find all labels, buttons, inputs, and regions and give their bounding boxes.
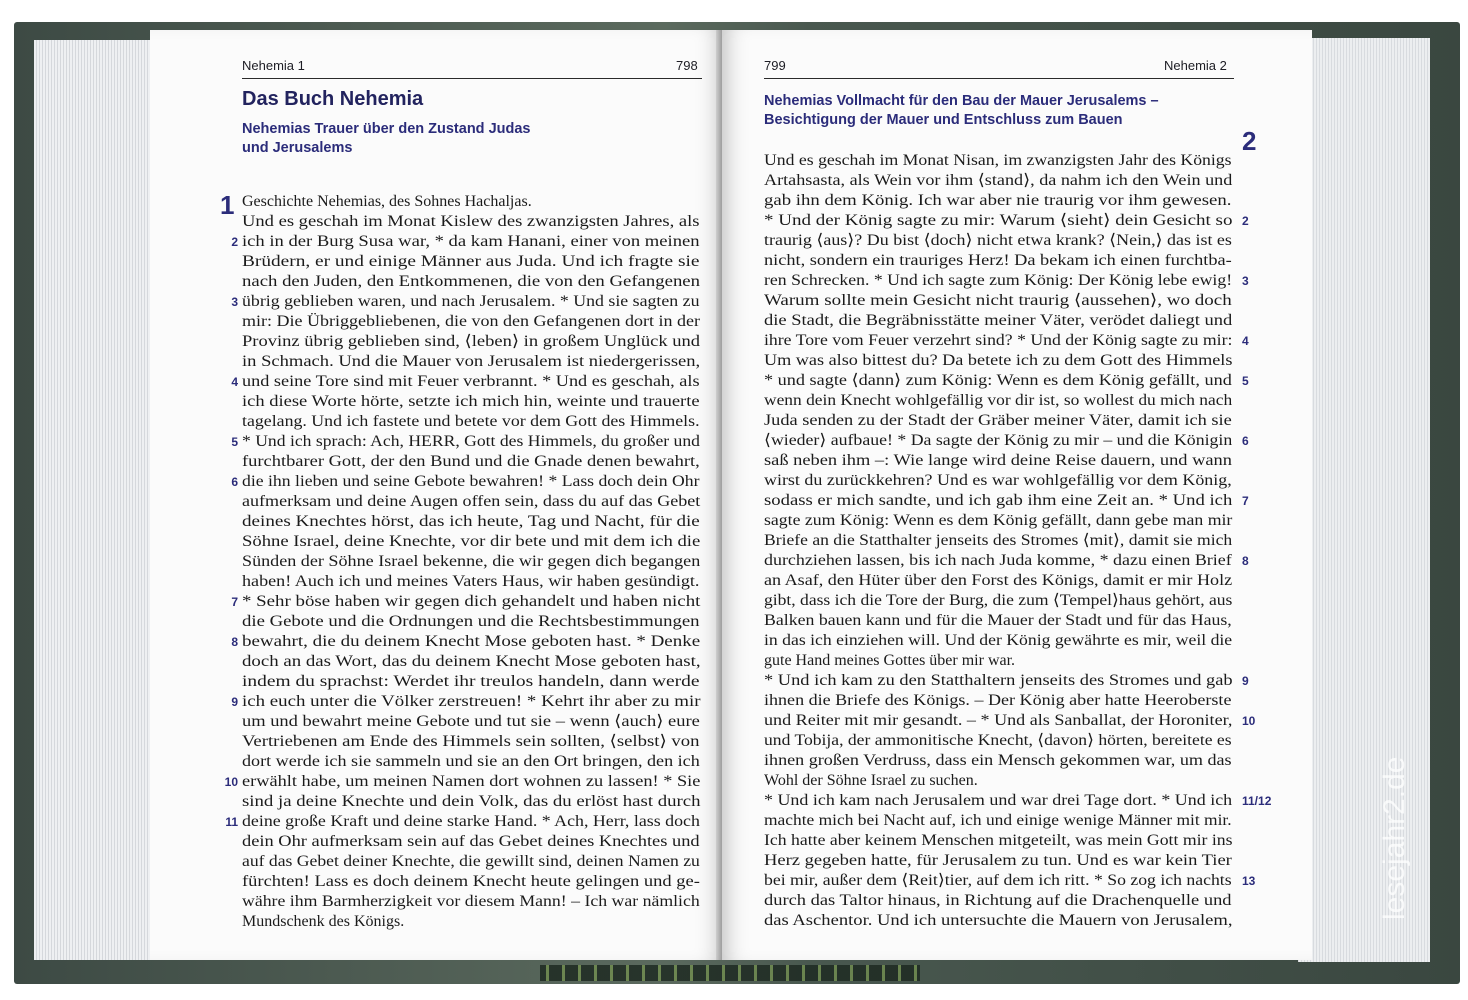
text-line: Söhne Israel, deine Knechte, vor dir bete und mit dem ich die (242, 533, 701, 550)
text-line: ren Schrecken. * Und ich sagte zum König: Der König lebe ewig! (764, 272, 1233, 289)
text-line: in Schmach. Und die Mauer von Jerusalem ist niedergerissen, (242, 353, 701, 370)
running-head-left: Nehemia 1 (242, 58, 305, 73)
text-line: Ich hatte aber keinem Menschen mitgeteilt, was mein Gott mir ins (764, 832, 1233, 849)
verse-number: 5 (231, 435, 238, 449)
text-line: die ihn lieben und seine Gebote bewahren! * Lass doch dein Ohr (242, 473, 700, 490)
verse-number: 4 (1242, 334, 1249, 348)
text-line: haben! Auch ich und meines Vaters Haus, wir haben gesündigt. (242, 573, 700, 590)
verse-number: 5 (1242, 374, 1249, 388)
cover-pattern-strip (540, 965, 920, 981)
text-line: Briefe an die Statthalter jenseits des Stromes ⟨mit⟩, damit sie mich (764, 532, 1233, 549)
text-line: dort werde ich sie sammeln und sie an den Ort bringen, den ich (242, 753, 700, 770)
verse-number: 2 (1242, 214, 1249, 228)
text-line: Und es geschah im Monat Nisan, im zwanzigsten Jahr des Königs (764, 152, 1232, 169)
text-line: Artahsasta, als Wein vor ihm ⟨stand⟩, da nahm ich den Wein und (764, 172, 1233, 189)
text-line: gute Hand meines Gottes über mir war. (764, 652, 1016, 669)
section-heading-line: Besichtigung der Mauer und Entschluss zum Bauen (764, 112, 1123, 128)
text-line: Um was also bittest du? Da betete ich zu dem Gott des Himmels (764, 352, 1233, 369)
page-edges-left (34, 40, 162, 960)
verse-number: 9 (231, 695, 238, 709)
text-line: übrig geblieben waren, und nach Jerusalem. * Und sie sagten zu (242, 293, 700, 310)
text-line: bewahrt, die du deinem Knecht Mose geboten hast. * Denke (242, 633, 701, 650)
text-line: sind ja deine Knechte und dein Volk, das du erlöst hast durch (242, 793, 701, 810)
text-line: das Aschentor. Und ich untersuchte die Mauern von Jerusalem, (764, 912, 1233, 929)
text-line: Und es geschah im Monat Kislew des zwanzigsten Jahres, als (242, 213, 700, 230)
text-line: Herz gegeben hatte, für Jerusalem zu tun. Und es war kein Tier (764, 852, 1232, 869)
verse-number: 7 (1242, 494, 1249, 508)
header-rule-right (764, 78, 1234, 79)
verse-number: 8 (1242, 554, 1249, 568)
text-line: ⟨wieder⟩ aufbaue! * Da sagte der König zu mir – und die Königin (764, 432, 1233, 449)
running-head-right: Nehemia 2 (1164, 58, 1227, 73)
text-line: ihnen großen Verdruss, dass ein Mensch gekommen war, um das (764, 752, 1232, 769)
text-line: Balken bauen kann und für die Mauer der Stadt und für das Haus, (764, 612, 1232, 629)
verse-number: 6 (1242, 434, 1249, 448)
text-line: ich euch unter die Völker zerstreuen! * Kehrt ihr aber zu mir (242, 693, 701, 710)
text-line: an Asaf, den Hüter über den Forst des Königs, damit er mir Holz (764, 572, 1233, 589)
text-line: Geschichte Nehemias, des Sohnes Hachaljas. (242, 193, 532, 210)
text-line: Provinz übrig geblieben sind, ⟨leben⟩ in großem Unglück und (242, 333, 700, 350)
page-number-right: 799 (764, 58, 786, 73)
text-line: Sünden der Söhne Israel bekenne, die wir gegen dich begangen (242, 553, 701, 570)
text-line: um und bewahrt meine Gebote und tut sie – wenn ⟨auch⟩ eure (242, 713, 700, 730)
text-line: Vertriebenen am Ende des Himmels sein sollten, ⟨selbst⟩ von (242, 733, 700, 750)
text-line: die Gebote und die Ordnungen und die Rechtsbestimmungen (242, 613, 700, 630)
text-line: saß neben ihm –: Wie lange wird deine Reise dauern, und wann (764, 452, 1232, 469)
text-line: erwählt habe, um meinen Namen dort wohnen zu lassen! * Sie (242, 773, 701, 790)
book-title: Das Buch Nehemia (242, 88, 424, 110)
text-line: nach den Juden, den Entkommenen, die von den Gefangenen (242, 273, 700, 290)
text-line: indem du sprachst: Werdet ihr treulos handeln, dann werde (242, 673, 700, 690)
text-line: machte mich bei Nacht auf, ich und einige wenige Männer mit mir. (764, 812, 1232, 829)
text-line: Juda senden zu der Stadt der Gräber meiner Väter, damit ich sie (764, 412, 1232, 429)
text-line: ich in der Burg Susa war, * da kam Hanani, einer von meinen (242, 233, 700, 250)
verse-number: 10 (224, 775, 238, 789)
text-line: ihnen die Briefe des Königs. – Der König aber hatte Heeroberste (764, 692, 1232, 709)
text-line: furchtbarer Gott, der den Bund und die Gnade denen bewahrt, (242, 453, 700, 470)
text-line: und Reiter mit mir gesandt. – * Und als Sanballat, der Horoniter, (764, 712, 1233, 729)
left-page (150, 30, 722, 960)
text-line: * Und der König sagte zu mir: Warum ⟨sieht⟩ dein Gesicht so (764, 212, 1233, 229)
text-line: deines Knechtes hörst, das ich heute, Tag und Nacht, für die (242, 513, 700, 530)
text-line: auf das Gebet deiner Knechte, die gewillt sind, deinen Namen zu (242, 853, 700, 870)
text-line: währe ihm Barmherzigkeit vor diesem Mann! – Ich war nämlich (242, 893, 700, 910)
right-page (722, 30, 1312, 960)
text-line: * Sehr böse haben wir gegen dich gehandelt und haben nicht (242, 593, 701, 610)
text-line: ich diese Worte hörte, setzte ich mich hin, weinte und trauerte (242, 393, 700, 410)
text-line: Mundschenk des Königs. (242, 913, 405, 930)
section-heading-line: und Jerusalems (242, 140, 353, 156)
text-line: * Und ich kam nach Jerusalem und war drei Tage dort. * Und ich (764, 792, 1233, 809)
section-heading-right (764, 92, 1159, 130)
text-line: gab ihn dem König. Ich war aber nie traurig vor ihm gewesen. (764, 192, 1232, 209)
verse-number: 9 (1242, 674, 1249, 688)
verse-number: 11/12 (1242, 794, 1272, 808)
text-line: die Stadt, die Begräbnisstätte meiner Väter, verödet daliegt und (764, 312, 1233, 329)
text-line: * Und ich sprach: Ach, HERR, Gott des Himmels, du großer und (242, 433, 700, 450)
verse-number: 8 (231, 635, 238, 649)
verse-number: 2 (231, 235, 238, 249)
text-line: und seine Tore sind mit Feuer verbrannt. * Und es geschah, als (242, 373, 700, 390)
text-line: durchziehen lassen, bis ich nach Juda komme, * dazu einen Brief (764, 552, 1232, 569)
text-line: in das ich einziehen will. Und der König gewährte es mir, weil die (764, 632, 1233, 649)
page-number-left: 798 (676, 58, 698, 73)
text-line: dein Ohr aufmerksam sein auf das Gebet deines Knechtes und (242, 833, 700, 850)
text-line: wenn dein Knecht wohlgefällig vor dir ist, so wollest du mich nach (764, 392, 1233, 409)
text-line: deine große Kraft und deine starke Hand. * Ach, Herr, lass doch (242, 813, 700, 830)
text-line: traurig ⟨aus⟩? Du bist ⟨doch⟩ nicht etwa krank? ⟨Nein,⟩ das ist es (764, 232, 1232, 249)
text-line: nicht, sondern ein trauriges Herz! Da bekam ich einen furchtba- (764, 252, 1232, 269)
section-heading-left (242, 120, 530, 158)
text-line: Warum sollte mein Gesicht nicht traurig ⟨aussehen⟩, wo doch (764, 292, 1232, 309)
verse-number: 7 (231, 595, 238, 609)
verse-number: 11 (225, 815, 238, 829)
chapter-number-2: 2 (1242, 126, 1257, 156)
verse-number: 13 (1242, 874, 1256, 888)
verse-number: 6 (231, 475, 238, 489)
text-line: * Und ich kam zu den Statthaltern jenseits des Stromes und gab (764, 672, 1233, 689)
text-line: Wohl der Söhne Israel zu suchen. (764, 772, 978, 789)
verse-number: 3 (231, 295, 238, 309)
text-line: gibt, dass ich die Tore der Burg, die zum ⟨Tempel⟩haus gehört, aus (764, 592, 1233, 609)
text-line: aufmerksam und deine Augen offen sein, dass du auf das Gebet (242, 493, 701, 510)
text-line: * und sagte ⟨dann⟩ zum König: Wenn es dem König gefällt, und (764, 372, 1232, 389)
watermark-logo: lesejahr2.de (1378, 756, 1411, 920)
chapter-number-1: 1 (220, 190, 235, 220)
text-line: durch das Taltor hinaus, in Richtung auf die Drachenquelle und (764, 892, 1232, 909)
text-line: ihre Tore vom Feuer verzehrt sind? * Und der König sagte zu mir: (764, 332, 1233, 349)
verse-number: 10 (1242, 714, 1256, 728)
text-line: sodass er mich sandte, und ich gab ihm eine Zeit an. * Und ich (764, 492, 1233, 509)
text-line: wirst du zurückkehren? Und es war wohlgefällig vor dem König, (764, 472, 1232, 489)
text-line: bei mir, außer dem ⟨Reit⟩tier, auf dem ich ritt. * So zog ich nachts (764, 872, 1232, 889)
text-line: und Tobija, der ammonitische Knecht, ⟨davon⟩ hörten, bereitete es (764, 732, 1232, 749)
text-line: sagte zum König: Wenn es dem König gefällt, dann gebe man mir (764, 512, 1233, 529)
verse-number: 3 (1242, 274, 1249, 288)
verse-number: 4 (231, 375, 238, 389)
text-line: tagelang. Und ich fastete und betete vor dem Gott des Himmels. (242, 413, 700, 430)
section-heading-line: Nehemias Vollmacht für den Bau der Mauer Jerusalems – (764, 93, 1159, 109)
text-line: doch an das Wort, das du deinem Knecht Mose geboten hast, (242, 653, 701, 670)
text-line: Brüdern, er und einige Männer aus Juda. Und ich fragte sie (242, 253, 700, 270)
text-line: fürchten! Lass es doch deinem Knecht heute gelingen und ge- (242, 873, 700, 890)
header-rule-left (242, 78, 702, 79)
text-line: mir: Die Übriggebliebenen, die von den Gefangenen dort in der (242, 313, 700, 330)
section-heading-line: Nehemias Trauer über den Zustand Judas (242, 121, 531, 137)
